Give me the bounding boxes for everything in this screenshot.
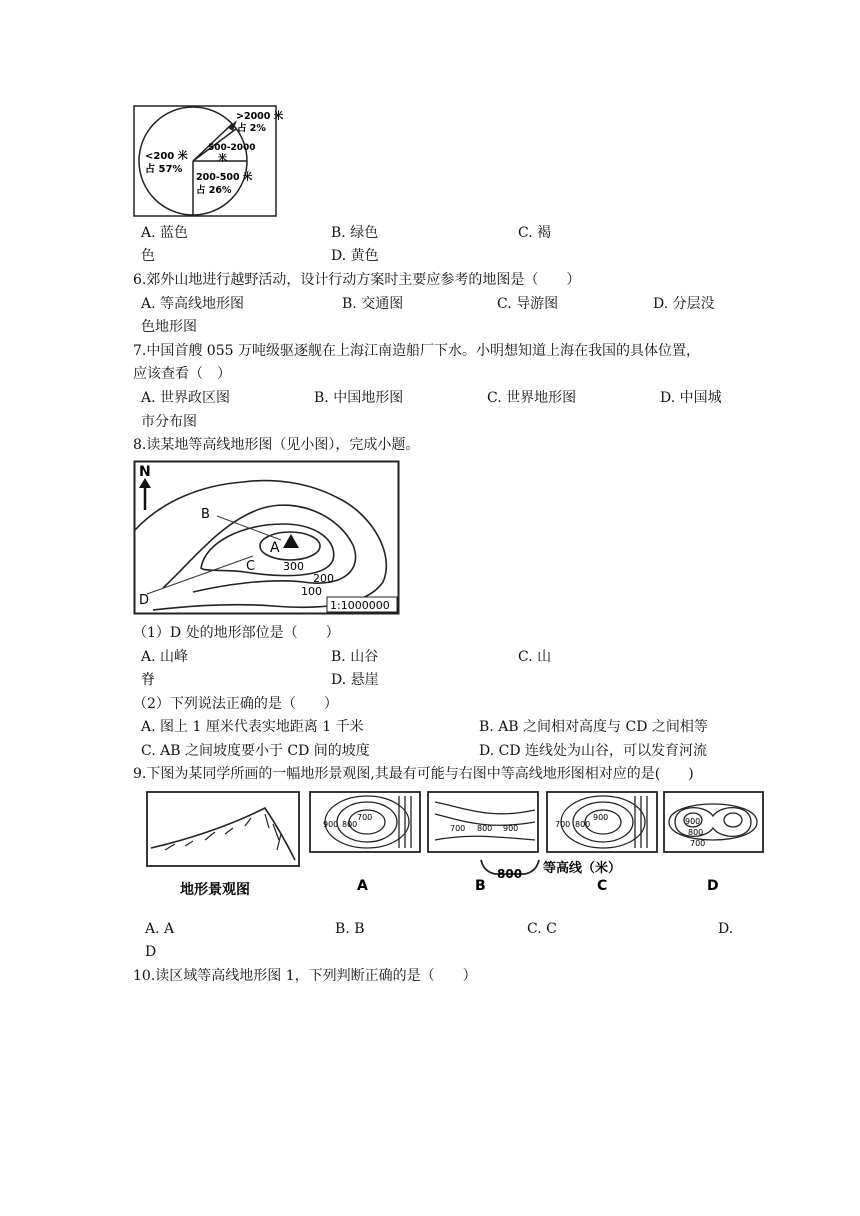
- landscape-caption: 地形景观图: [180, 882, 250, 898]
- q8-sub2-option-a: A. 图上 1 厘米代表实地距离 1 千米: [141, 719, 364, 735]
- q9-stem: 9.下图为某同学所画的一幅地形景观图,其最有可能与右图中等高线地形图相对应的是( ): [133, 766, 694, 782]
- panel-a-700: 700: [357, 813, 373, 822]
- panel-b-700: 700: [450, 824, 466, 833]
- q7-option-b: B. 中国地形图: [314, 390, 404, 406]
- q9-option-d: D.: [718, 921, 734, 937]
- panel-d-caption: D: [707, 878, 719, 894]
- panel-b-caption: B: [475, 878, 486, 894]
- q5-option-b: B. 绿色: [331, 225, 379, 241]
- contour-200-label: 200: [313, 572, 334, 585]
- legend-text: 等高线（米）: [543, 861, 622, 876]
- q6-option-c: C. 导游图: [497, 296, 559, 312]
- q8-sub2-option-c: C. AB 之间坡度要小于 CD 间的坡度: [141, 743, 370, 759]
- altitude-pie-figure: [133, 105, 284, 218]
- point-a-label: A: [270, 540, 280, 556]
- contour-300-label: 300: [283, 560, 304, 573]
- q8-sub2-option-b: B. AB 之间相对高度与 CD 之间相等: [479, 719, 708, 735]
- panel-a-caption: A: [357, 878, 368, 894]
- q7-option-c: C. 世界地形图: [487, 390, 577, 406]
- pie-label-500-2000-unit: 米: [218, 154, 228, 164]
- q8-sub1-stem: （1）D 处的地形部位是（ ）: [133, 625, 340, 641]
- q8-contour-map: [133, 460, 400, 615]
- point-b-label: B: [201, 507, 210, 522]
- panel-c-900: 900: [593, 813, 609, 822]
- q9-option-b: B. B: [335, 921, 365, 937]
- north-label: N: [139, 464, 151, 480]
- q6-option-a: A. 等高线地形图: [141, 296, 245, 312]
- q7-option-a: A. 世界政区图: [141, 390, 231, 406]
- pie-label-500-2000: 500-2000: [208, 143, 256, 153]
- q8-sub2-option-d: D. CD 连线处为山谷，可以发育河流: [479, 743, 708, 759]
- q5-option-c: C. 褐: [518, 225, 552, 241]
- q6-option-d: D. 分层没: [653, 296, 715, 312]
- q7-option-d-continued: 市分布图: [141, 414, 197, 430]
- q9-option-c: C. C: [527, 921, 557, 937]
- q7-stem-line1: 7.中国首艘 055 万吨级驱逐舰在上海江南造船厂下水。小明想知道上海在我国的具体位置，: [133, 343, 700, 359]
- pie-label-200-500: 200-500 米: [196, 172, 253, 183]
- panel-c-800: 800: [575, 820, 591, 829]
- q8-sub2-stem: （2）下列说法正确的是（ ）: [133, 696, 338, 712]
- panel-d-700: 700: [690, 839, 706, 848]
- pie-label-200-500-share: 占 26%: [196, 185, 232, 196]
- q7-stem-line2: 应该查看（ ）: [133, 366, 231, 382]
- map-scale: 1:1000000: [330, 599, 390, 612]
- q8-stem: 8.读某地等高线地形图（见小图），完成小题。: [133, 437, 420, 453]
- q5-option-d: D. 黄色: [331, 248, 379, 264]
- q5-option-a: A. 蓝色: [141, 225, 189, 241]
- q10-stem: 10.读区域等高线地形图 1，下列判断正确的是（ ）: [133, 968, 477, 984]
- point-d-label: D: [139, 593, 150, 608]
- pie-label-under-200-share: 占 57%: [145, 164, 183, 175]
- contour-100-label: 100: [301, 585, 322, 598]
- point-c-label: C: [246, 559, 256, 574]
- q8-sub1-option-b: B. 山谷: [331, 649, 379, 665]
- panel-a-900: 900: [323, 820, 339, 829]
- pie-label-under-200: <200 米: [145, 151, 188, 162]
- q8-sub1-option-c: C. 山: [518, 649, 552, 665]
- legend-value: 800: [497, 867, 523, 881]
- q8-sub1-option-d: D. 悬崖: [331, 672, 379, 688]
- q7-option-d: D. 中国城: [660, 390, 722, 406]
- q9-figure: [145, 790, 765, 900]
- q5-option-c-continued: 色: [141, 248, 155, 264]
- panel-b-900: 900: [503, 824, 519, 833]
- panel-b-800: 800: [477, 824, 493, 833]
- q9-option-a: A. A: [145, 921, 175, 937]
- panel-c-700: 700: [555, 820, 571, 829]
- q6-stem: 6.郊外山地进行越野活动，设计行动方案时主要应参考的地图是（ ）: [133, 272, 581, 288]
- pie-label-over-2000: >2000 米: [236, 111, 284, 122]
- q6-option-b: B. 交通图: [342, 296, 404, 312]
- q6-option-d-continued: 色地形图: [141, 319, 197, 335]
- panel-d-800: 800: [688, 828, 704, 837]
- pie-label-over-2000-share: 占 2%: [237, 123, 266, 134]
- q9-option-d-continued: D: [145, 944, 157, 960]
- q8-sub1-option-a: A. 山峰: [141, 649, 189, 665]
- panel-a-800: 800: [342, 820, 358, 829]
- panel-d-900: 900: [685, 817, 701, 826]
- q8-sub1-option-c-continued: 脊: [141, 672, 155, 688]
- panel-c-caption: C: [597, 878, 608, 894]
